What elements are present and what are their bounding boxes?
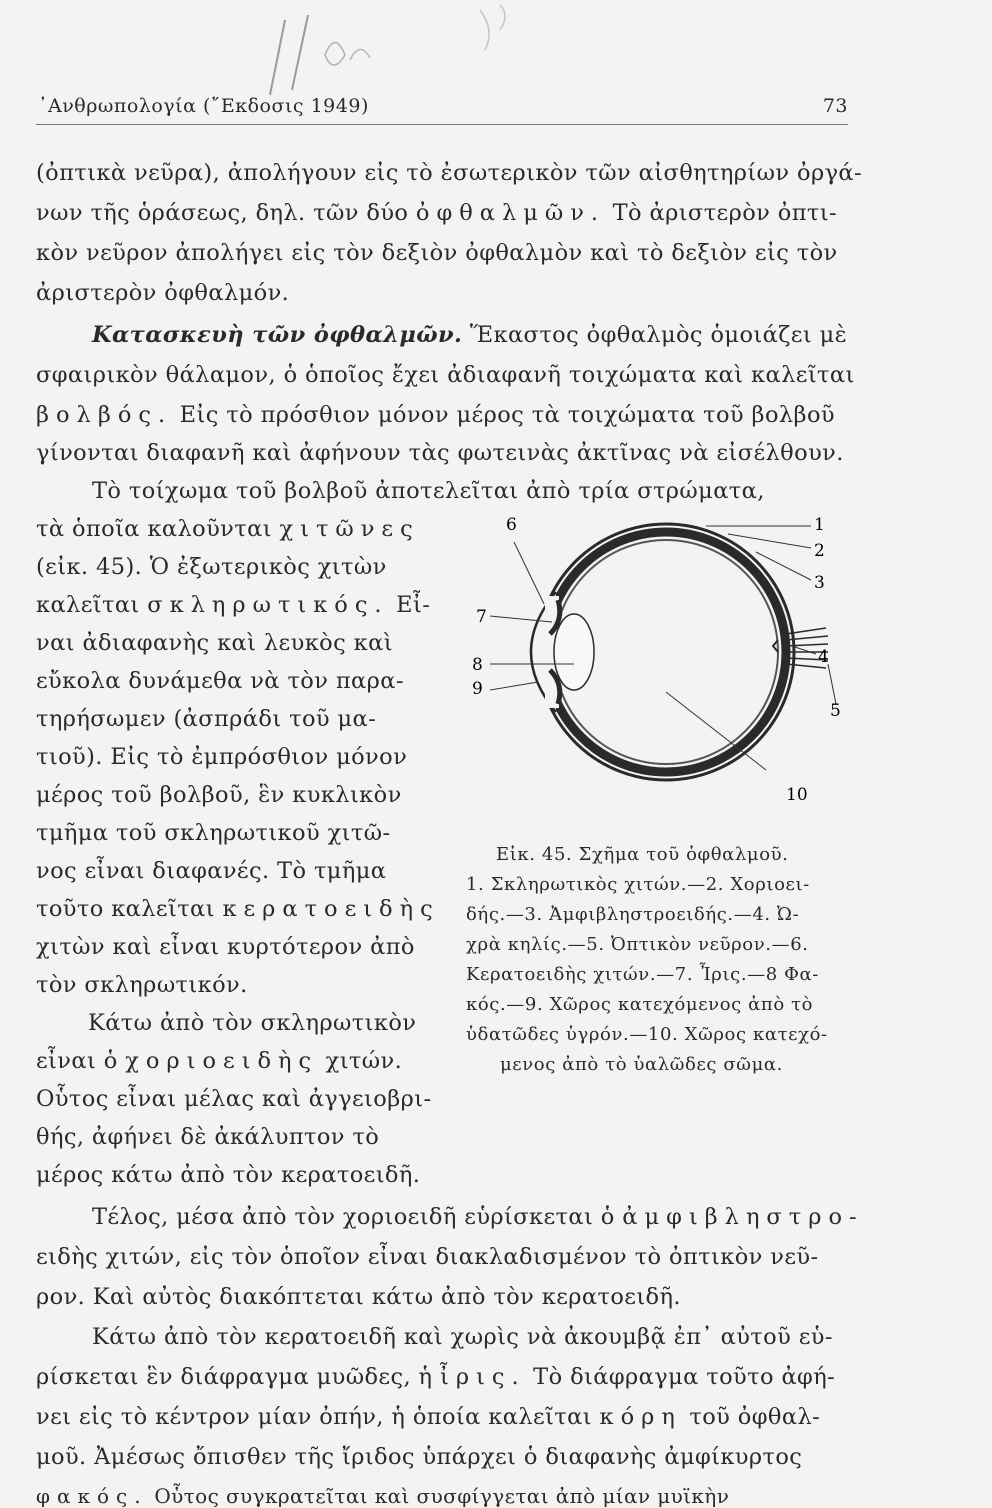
text-line: ρίσκεται ἓν διάφραγμα μυῶδες, ἡ ἶρις. Τὸ διάφραγμα τοῦτο ἀφή- <box>36 1364 836 1390</box>
text-line: νων τῆς ὁράσεως, δηλ. τῶν δύο ὀφθαλμῶν. Τὸ ἀριστερὸν ὀπτι- <box>36 200 838 226</box>
section-heading-line: Κατασκευὴ τῶν ὀφθαλμῶν. Ἕκαστος ὀφθαλμὸς ὁμοιάζει μὲ <box>92 322 848 348</box>
text-line: τὰ ὁποῖα καλοῦνται χιτῶνες <box>36 516 420 542</box>
figure-label-6: 6 <box>506 515 517 535</box>
text-line: εἶναι ὁ χοριοειδὴς χιτών. <box>36 1048 403 1074</box>
header-title: ᾿Ανθρωπολογία (῎Εκδοσις 1949) <box>38 95 369 117</box>
text-line: τιοῦ). Εἰς τὸ ἐμπρόσθιον μόνον <box>36 744 408 770</box>
text-line: τοῦτο καλεῖται κερατοειδὴς <box>36 896 440 922</box>
text-line: τὸν σκληρωτικόν. <box>36 972 248 998</box>
page-number: 73 <box>822 95 848 117</box>
figure-caption-line: 1. Σκληρωτικὸς χιτών.—2. Χοριοει- <box>466 874 810 895</box>
text-line: γίνονται διαφανῆ καὶ ἀφήνουν τὰς φωτεινὰς ἀκτῖνας νὰ εἰσέλθουν. <box>36 440 844 466</box>
figure-label-2: 2 <box>814 541 825 561</box>
figure-label-8: 8 <box>472 655 483 675</box>
text-line: (ὀπτικὰ νεῦρα), ἀπολήγουν εἰς τὸ ἐσωτερικὸν τῶν αἰσθητηρίων ὀργά- <box>36 160 863 186</box>
figure-label-3: 3 <box>814 573 825 593</box>
text-line: (εἰκ. 45). Ὁ ἐξωτερικὸς χιτὼν <box>36 554 387 580</box>
figure-label-5: 5 <box>830 701 841 721</box>
text-line: Τέλος, μέσα ἀπὸ τὸν χοριοειδῆ εὑρίσκεται ὁ ἀμφιβληστρο- <box>92 1204 864 1230</box>
figure-caption-line: χρὰ κηλίς.—5. Ὀπτικὸν νεῦρον.—6. <box>466 934 809 955</box>
text-line: κὸν νεῦρον ἀπολήγει εἰς τὸν δεξιὸν ὀφθαλμὸν καὶ τὸ δεξιὸν εἰς τὸν <box>36 240 838 266</box>
figure-caption-line: Κερατοειδὴς χιτών.—7. Ἶρις.—8 Φα- <box>466 964 819 985</box>
figure-caption-line: κός.—9. Χῶρος κατεχόμενος ἀπὸ τὸ <box>466 994 814 1015</box>
text-line: φακός. Οὗτος συγκρατεῖται καὶ συσφίγγεται ἀπὸ μίαν μυϊκὴν <box>36 1484 730 1508</box>
text-line: εὔκολα δυνάμεθα νὰ τὸν παρα- <box>36 668 404 694</box>
text-line: τμῆμα τοῦ σκληρωτικοῦ χιτῶ- <box>36 820 391 846</box>
figure-caption-title: Εἰκ. 45. Σχῆμα τοῦ ὀφθαλμοῦ. <box>496 844 789 865</box>
text-line: ναι ἀδιαφανὴς καὶ λευκὸς καὶ <box>36 630 393 656</box>
text-line: Κάτω ἀπὸ τὸν σκληρωτικὸν <box>88 1010 417 1036</box>
lens <box>554 614 594 690</box>
text-line: Οὗτος εἶναι μέλας καὶ ἀγγειοβρι- <box>36 1086 432 1112</box>
figure-label-10: 10 <box>786 785 808 805</box>
text-line: τηρήσωμεν (ἀσπράδι τοῦ μα- <box>36 706 377 732</box>
text-line: ρον. Καὶ αὐτὸς διακόπτεται κάτω ἀπὸ τὸν κερατοειδῆ. <box>36 1284 681 1310</box>
figure-caption-line: μενος ἀπὸ τὸ ὑαλῶδες σῶμα. <box>500 1054 783 1075</box>
figure-caption-line: δής.—3. Ἀμφιβληστροειδής.—4. Ὠ- <box>466 904 800 925</box>
text-line: Κάτω ἀπὸ τὸν κερατοειδῆ καὶ χωρὶς νὰ ἀκουμβᾷ ἐπ᾿ αὐτοῦ εὑ- <box>92 1324 833 1350</box>
text-line: σφαιρικὸν θάλαμον, ὁ ὁποῖος ἔχει ἀδιαφανῆ τοιχώματα καὶ καλεῖται <box>36 362 855 388</box>
figure-label-7: 7 <box>476 607 487 627</box>
eye-diagram <box>466 512 846 812</box>
text-line: μέρος κάτω ἀπὸ τὸν κερατοειδῆ. <box>36 1162 421 1188</box>
text-line: βολβός. Εἰς τὸ πρόσθιον μόνον μέρος τὰ τοιχώματα τοῦ βολβοῦ <box>36 402 835 428</box>
text-line: ἀριστερὸν ὀφθαλμόν. <box>36 280 290 306</box>
text-line: νος εἶναι διαφανές. Τὸ τμῆμα <box>36 858 387 884</box>
figure-caption-line: ὑδατῶδες ὑγρόν.—10. Χῶρος κατεχό- <box>466 1024 828 1045</box>
figure-label-4: 4 <box>818 647 829 667</box>
pencil-scribble <box>230 0 590 110</box>
text-line: μέρος τοῦ βολβοῦ, ἓν κυκλικὸν <box>36 782 402 808</box>
figure-label-1: 1 <box>814 515 825 535</box>
running-header <box>38 95 848 117</box>
text-line: νει εἰς τὸ κέντρον μίαν ὀπήν, ἡ ὁποία καλεῖται κόρη τοῦ ὀφθαλ- <box>36 1404 821 1430</box>
figure-label-9: 9 <box>472 679 483 699</box>
section-heading: Κατασκευὴ τῶν ὀφθαλμῶν. <box>92 322 463 348</box>
text-line: θής, ἀφήνει δὲ ἀκάλυπτον τὸ <box>36 1124 380 1150</box>
text-line: Τὸ τοίχωμα τοῦ βολβοῦ ἀποτελεῖται ἀπὸ τρία στρώματα, <box>92 478 765 504</box>
text-line: μοῦ. Ἀμέσως ὄπισθεν τῆς ἴριδος ὑπάρχει ὁ διαφανὴς ἀμφίκυρτος <box>36 1444 803 1470</box>
text-line: ειδὴς χιτών, εἰς τὸν ὁποῖον εἶναι διακλαδισμένον τὸ ὀπτικὸν νεῦ- <box>36 1244 819 1270</box>
text-line: καλεῖται σκληρωτικός. Εἶ- <box>36 592 431 618</box>
text-line: χιτὼν καὶ εἶναι κυρτότερον ἀπὸ <box>36 934 415 960</box>
header-rule <box>36 124 848 125</box>
